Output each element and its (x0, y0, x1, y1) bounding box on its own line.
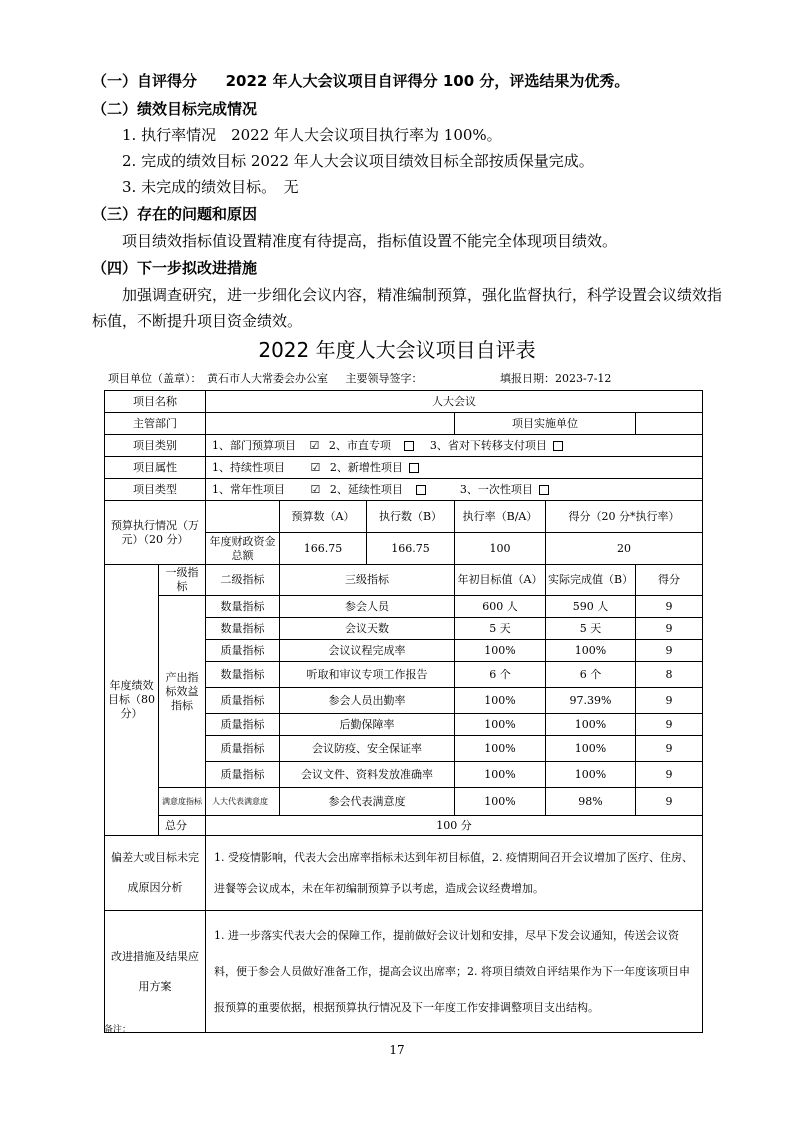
header-level-1: 一级指标 (159, 565, 206, 596)
row-target: 600 人 (455, 596, 546, 618)
project-unit: 项目单位（盖章）： 黄石市人大常委会办公室 (108, 372, 328, 385)
row-actual: 590 人 (546, 596, 636, 618)
budget-empty-header (206, 501, 280, 533)
category-option-2: 2、市直专项 (328, 438, 391, 452)
section-1 (92, 68, 732, 94)
improvement-text: 1. 进一步落实代表大会的保障工作，提前做好会议计划和安排，尽早下发会议通知，传送会议资料，便于参会人员做好准备工作，提高会议出席率；2. 将项目绩效自评结果作为下一年度该项目申报预算的重要依据，根据预算执行情况及下一年度工作安排调整项目支出结构。 (206, 911, 703, 1033)
row-level-3: 参会人员 (280, 596, 455, 618)
level-1-output: 产出指标效益指标 (159, 596, 206, 788)
deviation-text: 1. 受疫情影响，代表大会出席率指标未达到年初目标值，2. 疫情期间召开会议增加了医疗、住房、进餐等会议成本，未在年初编制预算予以考虑，造成会议经费增加。 (206, 836, 703, 911)
row-level-3: 会议文件、资料发放准确率 (280, 762, 455, 788)
section-2-line-1: 1. 执行率情况 2022 年人大会议项目执行率为 100%。 (122, 126, 502, 144)
row-score: 9 (636, 688, 703, 714)
type-option-3: 3、一次性项目 (459, 482, 533, 496)
category-options (206, 435, 703, 457)
budget-header-rate: 执行率（B/A） (455, 501, 546, 533)
row-actual: 97.39% (546, 688, 636, 714)
row-target: 100% (455, 714, 546, 736)
budget-header-a: 预算数（A） (280, 501, 367, 533)
row-level-3: 会议议程完成率 (280, 640, 455, 662)
checked-box-icon[interactable]: ☑ (310, 460, 321, 474)
row-level-2: 人大代表满意度 (206, 788, 280, 816)
section-2-line-2: 2. 完成的绩效目标 2022 年人大会议项目绩效目标全部按质保量完成。 (122, 152, 594, 170)
budget-score-value: 20 (546, 533, 703, 565)
dept-value (206, 413, 455, 435)
type-option-2: 2、延续性项目 (329, 482, 403, 496)
type-option-1: 1、常年性项目 (212, 482, 285, 496)
header-level-2: 二级指标 (206, 565, 280, 596)
attribute-options (206, 457, 703, 479)
note-label: 备注： (104, 1025, 132, 1035)
row-target: 6 个 (455, 662, 546, 688)
row-target: 5 天 (455, 618, 546, 640)
row-level-3: 听取和审议专项工作报告 (280, 662, 455, 688)
row-target: 100% (455, 762, 546, 788)
budget-a-value: 166.75 (280, 533, 367, 565)
page-number: 17 (389, 1043, 405, 1057)
category-label: 项目类别 (105, 435, 206, 457)
table-row (105, 788, 703, 816)
dept-label: 主管部门 (105, 413, 206, 435)
row-level-3: 会议防疫、安全保证率 (280, 736, 455, 762)
row-level-3: 参会人员出勤率 (280, 688, 455, 714)
project-name-label: 项目名称 (105, 391, 206, 413)
budget-rate-value: 100 (455, 533, 546, 565)
row-level-3: 后勤保障率 (280, 714, 455, 736)
header-score: 得分 (636, 565, 703, 596)
checked-box-icon[interactable]: ☑ (310, 482, 321, 496)
section-3-text: 项目绩效指标值设置精准度有待提高，指标值设置不能完全体现项目绩效。 (122, 232, 618, 250)
budget-header-score: 得分（20 分*执行率） (546, 501, 703, 533)
row-actual: 5 天 (546, 618, 636, 640)
section-4-title: （四）下一步拟改进措施 (92, 259, 258, 277)
row-level-2: 质量指标 (206, 688, 280, 714)
impl-unit-value (636, 413, 703, 435)
attribute-label: 项目属性 (105, 457, 206, 479)
checkbox-icon[interactable] (553, 441, 563, 451)
row-actual: 100% (546, 640, 636, 662)
budget-label: 预算执行情况（万元）（20 分） (105, 501, 206, 565)
budget-header-b: 执行数（B） (367, 501, 455, 533)
row-level-2: 数量指标 (206, 596, 280, 618)
row-score: 9 (636, 736, 703, 762)
type-label: 项目类型 (105, 479, 206, 501)
row-target: 100% (455, 788, 546, 816)
row-level-2: 质量指标 (206, 762, 280, 788)
row-actual: 100% (546, 762, 636, 788)
header-actual: 实际完成值（B） (546, 565, 636, 596)
row-level-2: 数量指标 (206, 618, 280, 640)
fill-date: 填报日期：2023-7-12 (500, 372, 612, 385)
row-target: 100% (455, 688, 546, 714)
leader-signature: 主要领导签字： (345, 372, 423, 385)
checkbox-icon[interactable] (409, 463, 419, 473)
row-score: 9 (636, 714, 703, 736)
row-level-2: 质量指标 (206, 640, 280, 662)
row-score: 9 (636, 788, 703, 816)
form-meta (108, 370, 708, 386)
category-option-1: 1、部门预算项目 (212, 438, 296, 452)
row-actual: 98% (546, 788, 636, 816)
row-score: 8 (636, 662, 703, 688)
row-level-3: 参会代表满意度 (280, 788, 455, 816)
row-actual: 100% (546, 736, 636, 762)
checkbox-icon[interactable] (539, 485, 549, 495)
checked-box-icon[interactable]: ☑ (309, 438, 320, 452)
attribute-option-2: 2、新增性项目 (329, 460, 403, 474)
section-1-text: 2022 年人大会议项目自评得分 100 分，评选结果为优秀。 (225, 72, 630, 90)
row-actual: 6 个 (546, 662, 636, 688)
total-label: 总分 (159, 816, 206, 836)
row-score: 9 (636, 596, 703, 618)
project-name-value: 人大会议 (206, 391, 703, 413)
row-level-2: 质量指标 (206, 736, 280, 762)
row-actual: 100% (546, 714, 636, 736)
checkbox-icon[interactable] (416, 485, 426, 495)
budget-b-value: 166.75 (367, 533, 455, 565)
row-level-2: 质量指标 (206, 714, 280, 736)
level-1-satisfaction: 满意度指标 (159, 788, 206, 816)
impl-unit-label: 项目实施单位 (455, 413, 636, 435)
section-2-title: （二）绩效目标完成情况 (92, 100, 258, 118)
self-evaluation-table (104, 390, 703, 1033)
table-row (105, 596, 703, 618)
deviation-label: 偏差大或目标未完成原因分析 (105, 836, 206, 911)
budget-row-label: 年度财政资金总额 (206, 533, 280, 565)
header-target: 年初目标值（A） (455, 565, 546, 596)
section-1-title: （一）自评得分 (92, 72, 198, 90)
checkbox-icon[interactable] (404, 441, 414, 451)
row-level-2: 数量指标 (206, 662, 280, 688)
row-target: 100% (455, 736, 546, 762)
category-option-3: 3、省对下转移支付项目 (429, 438, 547, 452)
performance-label: 年度绩效目标（80 分） (105, 565, 159, 836)
section-3-title: （三）存在的问题和原因 (92, 205, 258, 223)
type-options (206, 479, 703, 501)
row-score: 9 (636, 618, 703, 640)
row-level-3: 会议天数 (280, 618, 455, 640)
total-value: 100 分 (206, 816, 703, 836)
form-title: 2022 年度人大会议项目自评表 (258, 338, 536, 362)
row-target: 100% (455, 640, 546, 662)
section-2-line-3: 3. 未完成的绩效目标。 无 (122, 178, 299, 196)
header-level-3: 三级指标 (280, 565, 455, 596)
section-4-text: 加强调查研究，进一步细化会议内容，精准编制预算，强化监督执行，科学设置会议绩效指标值，不断提升项目资金绩效。 (92, 286, 723, 330)
improvement-label: 改进措施及结果应用方案 (105, 911, 206, 1033)
attribute-option-1: 1、持续性项目 (212, 460, 285, 474)
row-score: 9 (636, 762, 703, 788)
row-score: 9 (636, 640, 703, 662)
